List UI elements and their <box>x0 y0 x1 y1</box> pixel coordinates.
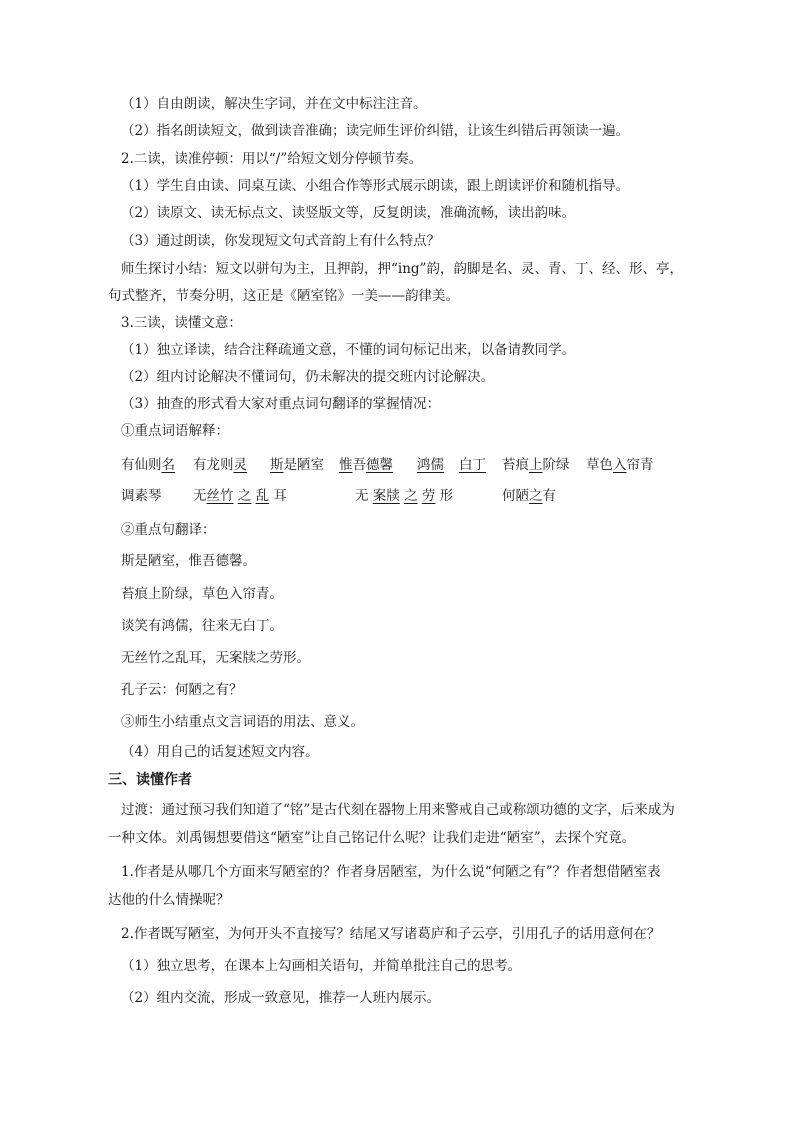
sentence: 谈笑有鸿儒，往来无白丁。 <box>121 618 283 634</box>
key-term: 白丁 <box>459 457 486 473</box>
question: 2.作者既写陋室，为何开头不直接写？结尾又写诸葛庐和子云亭，引用孔子的话用意何在？ <box>121 926 661 942</box>
paragraph-continuation: 句式整齐，节奏分明，这正是《陋室铭》一美——韵律美。 <box>108 288 459 304</box>
paragraph: 师生探讨小结：短文以骈句为主，且押韵，押“ing”韵，韵脚是名、灵、青、丁、经、形、亭， <box>121 261 683 277</box>
key-term: 苔痕上阶绿 <box>502 457 570 473</box>
key-term: 斯是陋室 <box>270 457 324 473</box>
paragraph: （1）独立译读，结合注释疏通文意，不懂的词句标记出来，以备请教同学。 <box>121 342 576 358</box>
step-heading: 2.二读，读准停顿：用以“/”给短文划分停顿节奏。 <box>121 151 423 167</box>
key-term: 调素琴 <box>121 488 162 504</box>
step-heading: 3.三读，读懂文意： <box>121 315 242 331</box>
key-terms-row <box>121 487 681 505</box>
sentence: 孔子云：何陋之有？ <box>121 682 243 698</box>
key-term: 无丝竹 之 乱 耳 <box>193 488 287 504</box>
paragraph: （3）抽查的形式看大家对重点词句翻译的掌握情况： <box>121 396 441 412</box>
paragraph: （2）组内交流，形成一致意见，推荐一人班内展示。 <box>121 990 441 1006</box>
paragraph: （2）读原文、读无标点文、读竖版文等，反复朗读，准确流畅，读出韵味。 <box>121 205 576 221</box>
key-term: 有仙则名 <box>121 457 175 473</box>
paragraph: 过渡：通过预习我们知道了“铭”是古代刻在器物上用来警戒自己或称颂功德的文字，后来成为 <box>121 802 675 818</box>
paragraph: （1）自由朗读，解决生字词，并在文中标注注音。 <box>121 96 427 112</box>
subheading: ①重点词语解释： <box>121 423 229 439</box>
key-term: 鸿儒 <box>417 457 444 473</box>
sentence: 斯是陋室，惟吾德馨。 <box>121 553 256 569</box>
key-term: 草色入帘青 <box>586 457 654 473</box>
subheading: ②重点句翻译： <box>121 522 216 538</box>
sentence: 无丝竹之乱耳，无案牍之劳形。 <box>121 650 310 666</box>
key-term: 无 案牍 之 劳 形 <box>355 488 454 504</box>
question: 1.作者是从哪几个方面来写陋室的？作者身居陋室，为什么说“何陋之有”？作者想借陋室表 <box>121 864 661 880</box>
paragraph: （2）组内讨论解决不懂词句，仍未解决的提交班内讨论解决。 <box>121 369 495 385</box>
paragraph: （3）通过朗读，你发现短文句式音韵上有什么特点？ <box>121 233 441 249</box>
key-terms-row <box>121 456 681 474</box>
key-term: 何陋之有 <box>502 488 556 504</box>
key-term: 惟吾德馨 <box>339 457 393 473</box>
section-heading: 三、读懂作者 <box>108 772 192 788</box>
paragraph: （1）独立思考，在课本上勾画相关语句，并简单批注自己的思考。 <box>121 958 522 974</box>
paragraph: （2）指名朗读短文，做到读音准确；读完师生评价纠错，让该生纠错后再领读一遍。 <box>121 123 630 139</box>
key-term: 有龙则灵 <box>193 457 247 473</box>
question-continuation: 达他的什么情操呢？ <box>108 892 230 908</box>
subheading: ③师生小结重点文言词语的用法、意义。 <box>121 714 364 730</box>
paragraph: （4）用自己的话复述短文内容。 <box>121 744 319 760</box>
paragraph-continuation: 一种文体。刘禹锡想要借这“陋室”让自己铭记什么呢？让我们走进“陋室”，去探个究竟。 <box>108 830 636 846</box>
paragraph: （1）学生自由读、同桌互读、小组合作等形式展示朗读，跟上朗读评价和随机指导。 <box>121 178 630 194</box>
sentence: 苔痕上阶绿，草色入帘青。 <box>121 586 283 602</box>
